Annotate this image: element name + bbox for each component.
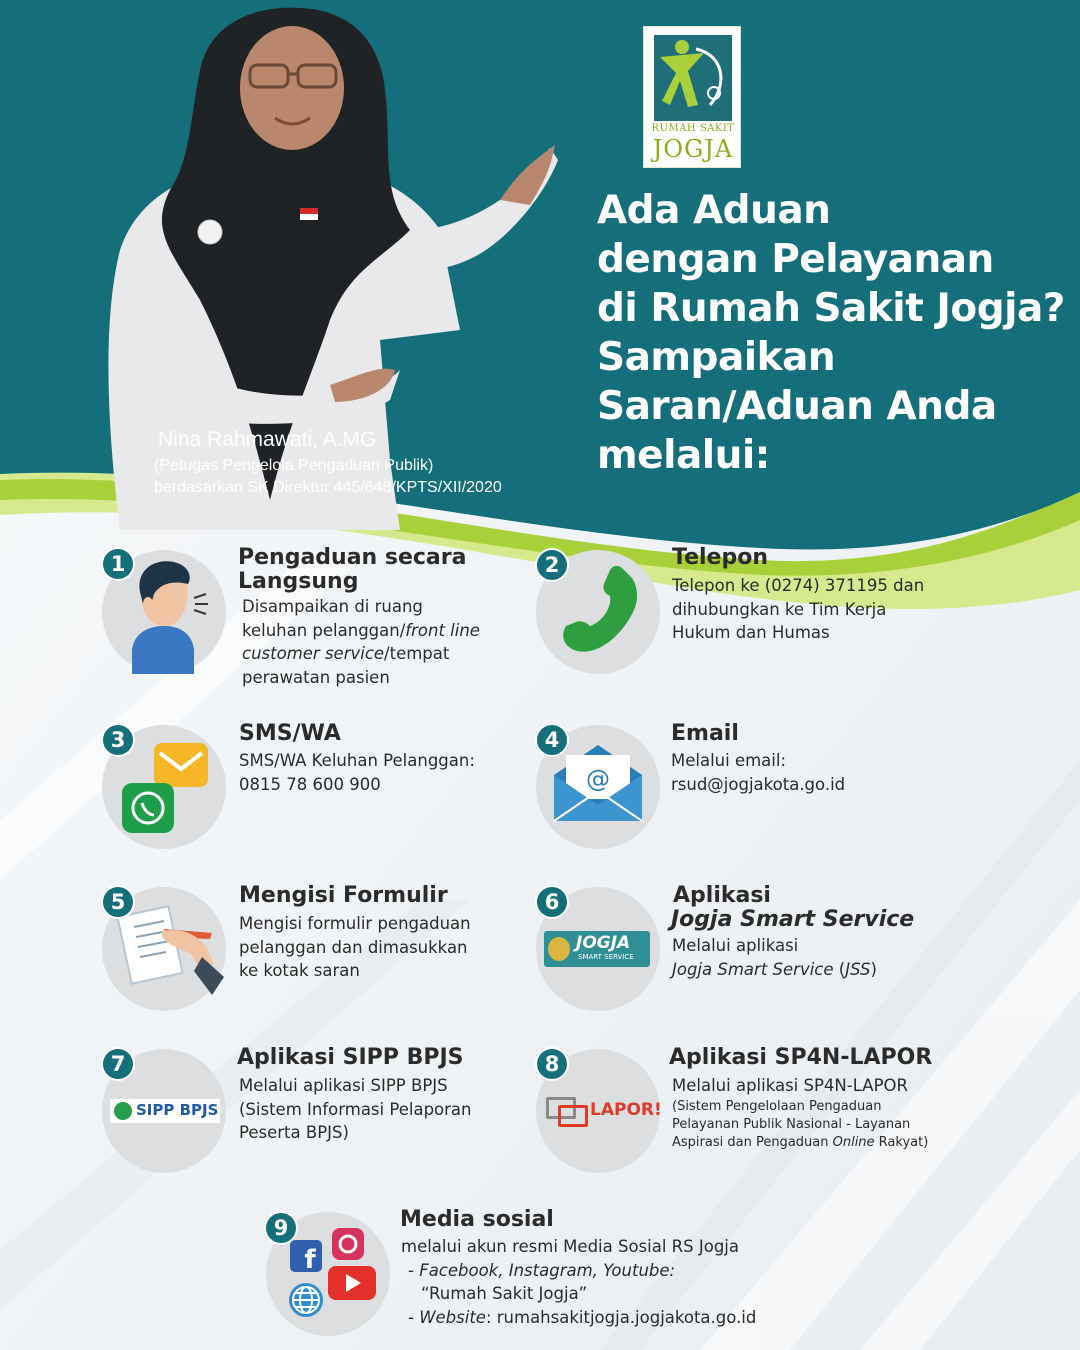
- desc-text: keluhan pelanggan/: [242, 620, 406, 640]
- desc-italic: Website: [419, 1307, 486, 1327]
- desc-line: rsud@jogjakota.go.id: [671, 774, 846, 794]
- desc-text: /tempat: [384, 644, 450, 663]
- hospital-logo-icon: [654, 35, 732, 121]
- hospital-logo: [643, 26, 741, 168]
- desc-italic: Online: [832, 1134, 875, 1150]
- svg-text:f: f: [304, 1245, 316, 1275]
- item-description: [671, 749, 845, 796]
- item-description: [239, 1074, 472, 1145]
- item-description: [239, 749, 475, 796]
- instagram-icon: [332, 1228, 364, 1260]
- headline-line: dengan Pelayanan: [597, 237, 994, 282]
- item-description: [672, 1074, 928, 1152]
- item-number: 6: [535, 885, 569, 919]
- jss-logo-text: JOGJA: [576, 933, 631, 953]
- sipp-bpjs-logo-icon: [110, 1099, 220, 1123]
- item-title: Langsung: [238, 569, 359, 594]
- item-number: 7: [101, 1047, 135, 1081]
- desc-line: Telepon ke (0274) 371195 dan: [672, 576, 925, 595]
- desc-line: ke kotak saran: [239, 961, 360, 980]
- item-number: 1: [101, 547, 135, 581]
- desc-line: [242, 619, 480, 643]
- officer-role: (Petugas Pengelola Pengaduan Publik): [154, 457, 434, 474]
- desc-text: -: [408, 1260, 420, 1280]
- desc-line: Peserta BPJS): [239, 1123, 349, 1142]
- desc-italic: JSS: [845, 959, 871, 979]
- item-title: Aplikasi SIPP BPJS: [237, 1045, 464, 1070]
- item-number: 5: [101, 885, 135, 919]
- desc-text: Rakyat): [874, 1134, 929, 1150]
- lapor-logo-text: LAPOR!: [590, 1100, 662, 1120]
- headline-line: Saran/Aduan Anda: [597, 384, 997, 429]
- item-title: SMS/WA: [239, 721, 341, 746]
- desc-line: Melalui aplikasi: [672, 936, 799, 955]
- desc-italic: front line: [405, 620, 480, 640]
- desc-line: Mengisi formulir pengaduan: [239, 914, 471, 933]
- desc-line: Hukum dan Humas: [672, 623, 830, 642]
- desc-line: [672, 1134, 928, 1152]
- desc-line: dihubungkan ke Tim Kerja: [672, 599, 887, 619]
- item-description: [672, 574, 924, 645]
- jss-logo-subtext: SMART SERVICE: [578, 953, 634, 961]
- desc-line: Melalui aplikasi SIPP BPJS: [239, 1076, 448, 1095]
- item-title: Aplikasi: [673, 883, 771, 908]
- desc-italic: Jogja Smart Service: [672, 959, 834, 979]
- desc-line: [401, 1259, 756, 1283]
- desc-line: Melalui aplikasi SP4N-LAPOR: [672, 1076, 908, 1095]
- sipp-logo-text: [136, 1101, 218, 1119]
- desc-line: pelanggan dan dimasukkan: [239, 937, 468, 957]
- item-title: Mengisi Formulir: [239, 883, 448, 908]
- item-description: [672, 934, 877, 981]
- desc-line: [242, 642, 480, 666]
- desc-text: : rumahsakitjogja.jogjakota.go.id: [485, 1307, 757, 1327]
- desc-text: -: [408, 1307, 420, 1327]
- item-title: Media sosial: [400, 1207, 554, 1232]
- item-description: [239, 912, 471, 983]
- desc-line: Pelayanan Publik Nasional - Layanan: [672, 1116, 911, 1132]
- bpjs-text: BPJS: [179, 1101, 219, 1119]
- item-title: Jogja Smart Service: [671, 907, 915, 932]
- desc-italic: customer service: [242, 644, 385, 663]
- desc-text: (: [833, 959, 846, 979]
- desc-line: Disampaikan di ruang: [242, 597, 423, 616]
- desc-line: Melalui email:: [671, 751, 787, 770]
- item-number: 3: [101, 723, 135, 757]
- desc-line: (Sistem Informasi Pelaporan: [239, 1099, 472, 1119]
- officer-decree: berdasarkan SK Direktur 445/648/KPTS/XII/2020: [154, 479, 502, 496]
- desc-line: melalui akun resmi Media Sosial RS Jogja: [401, 1237, 739, 1256]
- item-description: [242, 595, 480, 689]
- item-number: 4: [535, 723, 569, 757]
- headline: [597, 186, 1077, 480]
- item-number: 9: [264, 1211, 298, 1245]
- item-title: Pengaduan secara: [238, 545, 467, 570]
- lapor-logo-icon: [544, 1093, 662, 1129]
- officer-name: Nina Rahmawati, A.MG: [158, 428, 377, 451]
- sipp-text: SIPP: [136, 1101, 175, 1119]
- item-number: 8: [535, 1047, 569, 1081]
- desc-line: SMS/WA Keluhan Pelanggan:: [239, 751, 475, 770]
- headline-line: Sampaikan: [597, 335, 836, 380]
- item-title: Aplikasi SP4N-LAPOR: [669, 1045, 933, 1070]
- desc-line: 0815 78 600 900: [239, 774, 381, 794]
- desc-line: [401, 1306, 756, 1330]
- headline-line: Ada Aduan: [597, 188, 831, 233]
- logo-text-line2: JOGJA: [652, 135, 734, 163]
- desc-line: [672, 958, 877, 982]
- item-number: 2: [535, 548, 569, 582]
- desc-italic: Facebook, Instagram, Youtube:: [419, 1260, 676, 1280]
- headline-line: di Rumah Sakit Jogja?: [597, 286, 1065, 331]
- item-title: Email: [671, 721, 739, 746]
- logo-text-line1: RUMAH SAKIT: [651, 123, 735, 134]
- item-title: Telepon: [672, 545, 768, 570]
- desc-line: “Rumah Sakit Jogja”: [421, 1284, 588, 1303]
- item-description: [401, 1235, 756, 1329]
- desc-line: (Sistem Pengelolaan Pengaduan: [672, 1098, 882, 1114]
- jss-logo-icon: [544, 931, 650, 967]
- desc-line: perawatan pasien: [242, 667, 390, 687]
- desc-text: ): [870, 959, 877, 979]
- desc-text: Aspirasi dan Pengaduan: [672, 1134, 833, 1150]
- svg-text:@: @: [586, 765, 610, 793]
- headline-line: melalui:: [597, 433, 770, 478]
